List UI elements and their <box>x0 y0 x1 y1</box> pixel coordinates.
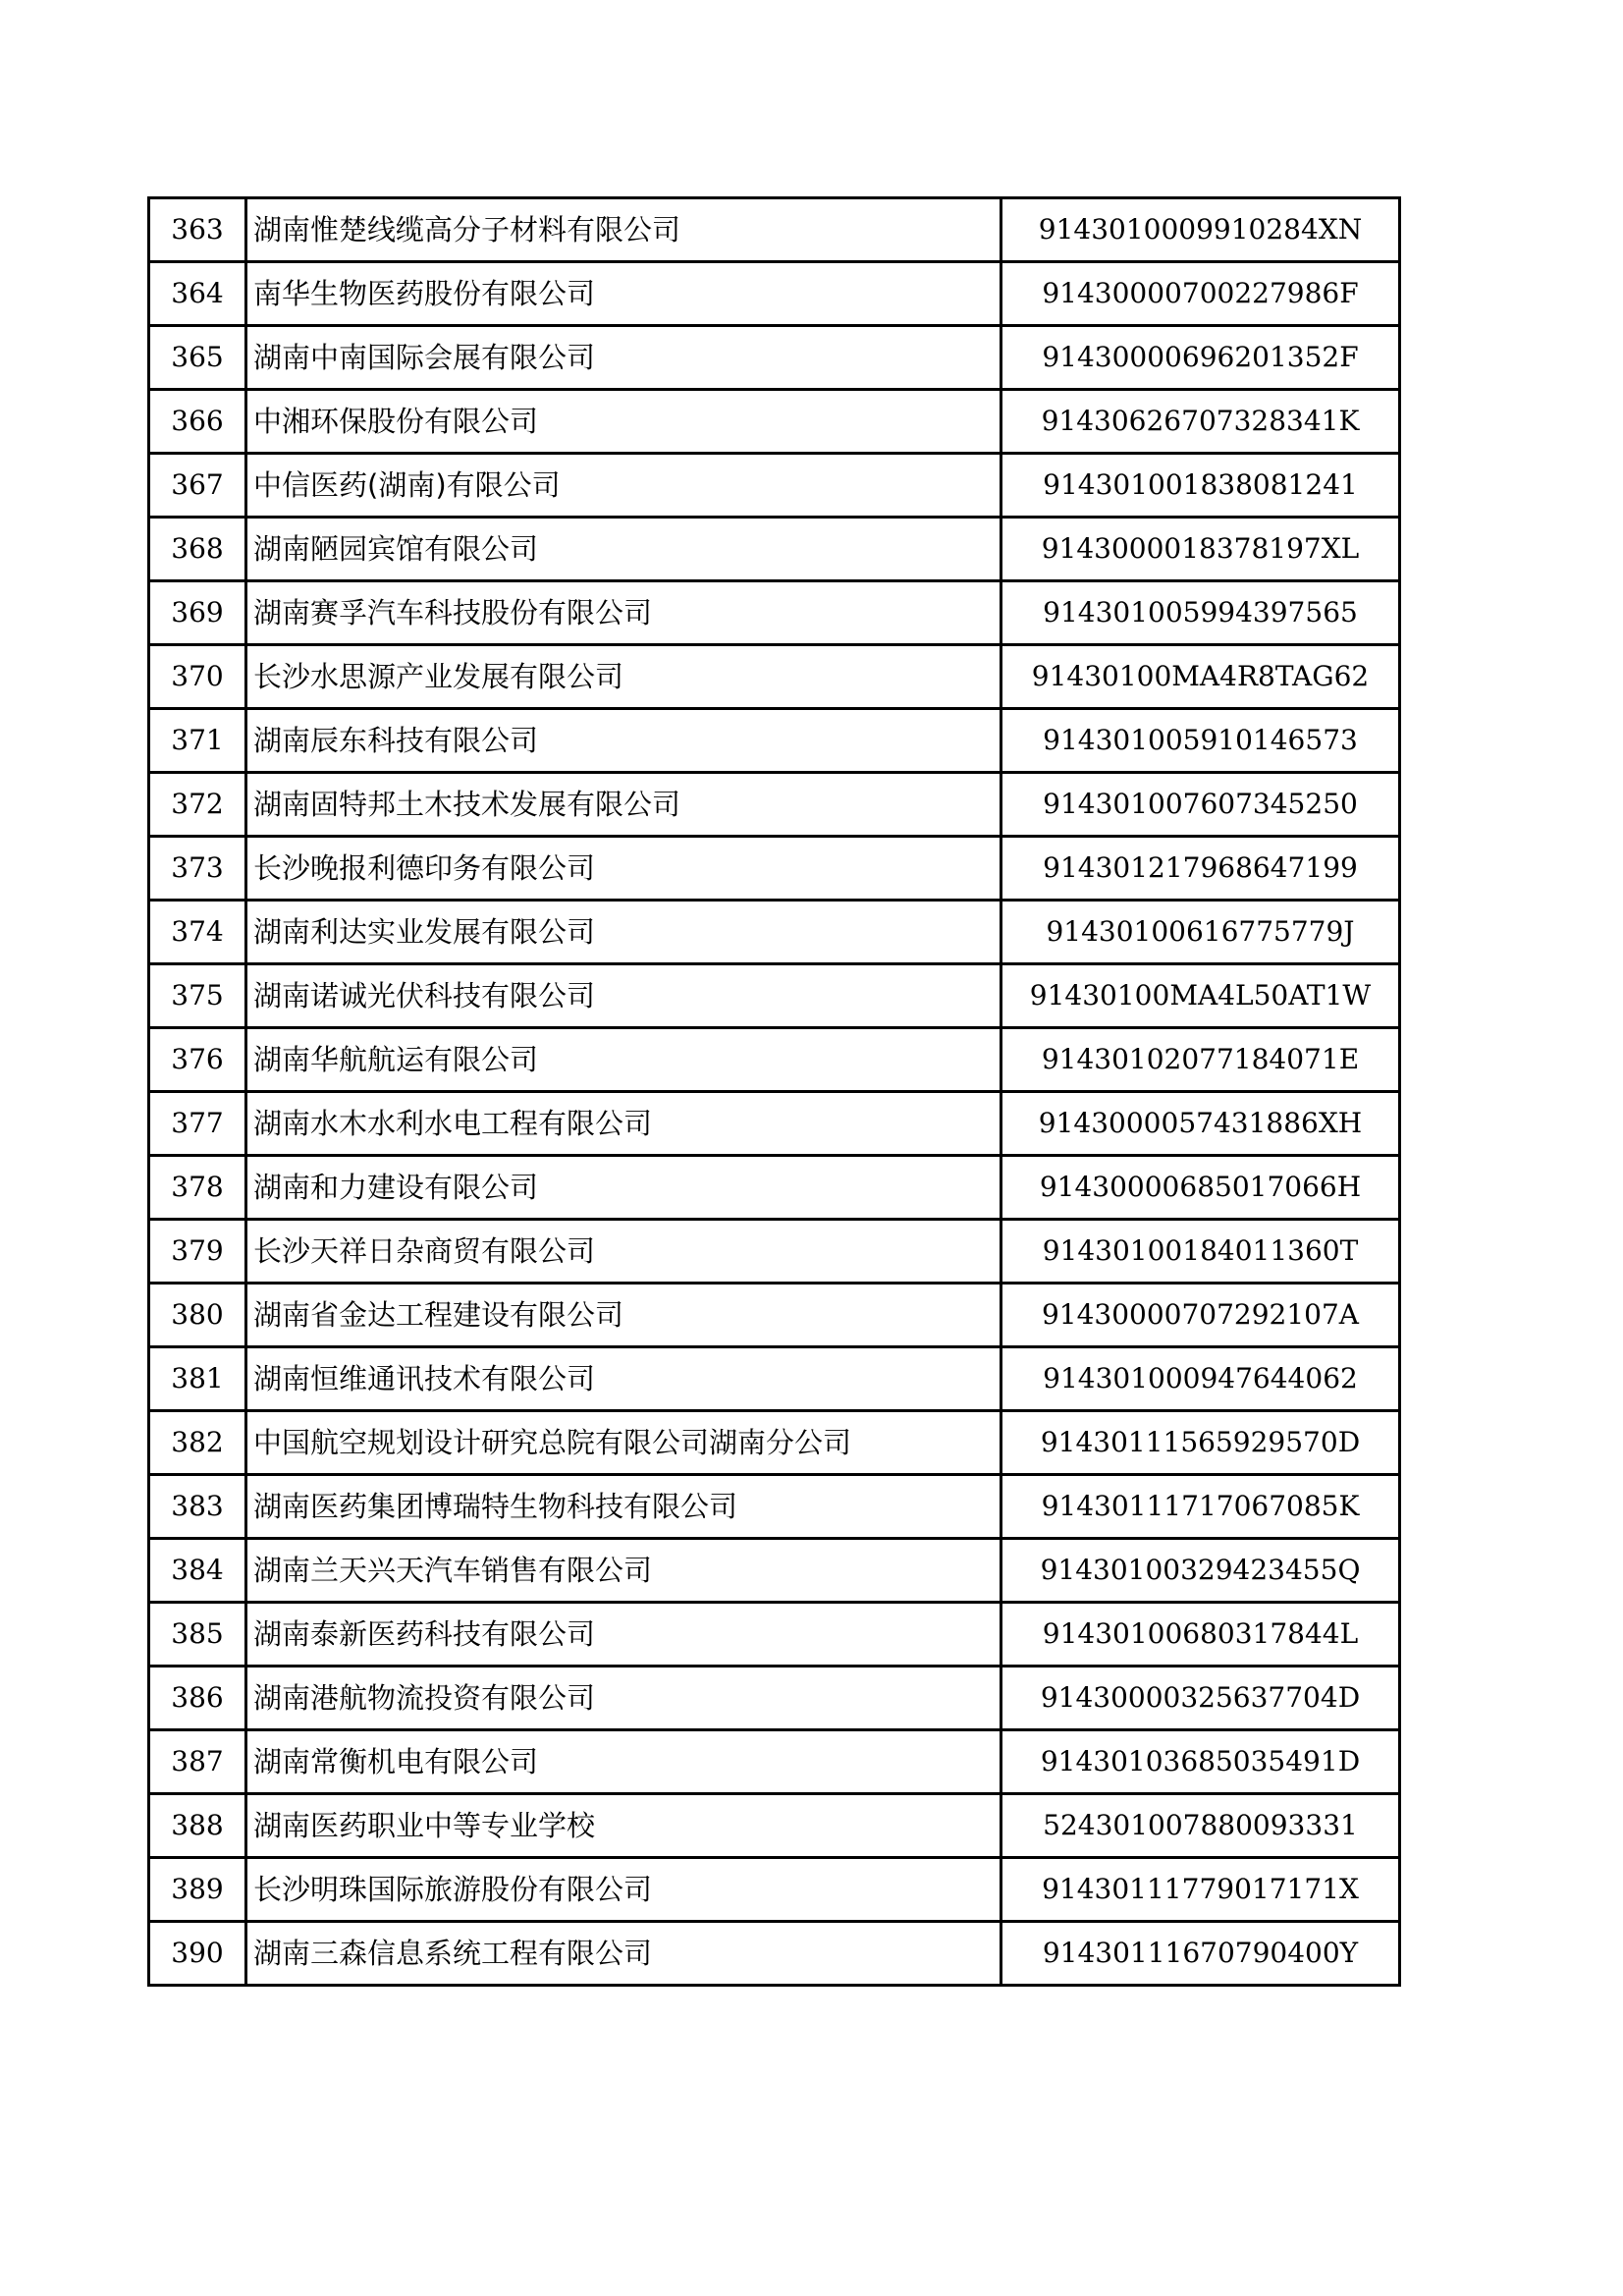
table-row <box>149 581 1400 645</box>
credit-code: 91430000696201352F <box>1001 326 1400 390</box>
credit-code: 91430100MA4R8TAG62 <box>1001 645 1400 709</box>
company-name: 中国航空规划设计研究总院有限公司湖南分公司 <box>246 1411 1001 1475</box>
credit-code: 914301000947644062 <box>1001 1347 1400 1411</box>
row-number: 378 <box>149 1156 246 1220</box>
credit-code: 9143000057431886XH <box>1001 1092 1400 1156</box>
table-row <box>149 964 1400 1028</box>
table-row <box>149 326 1400 390</box>
row-number: 371 <box>149 709 246 773</box>
table-row <box>149 1156 1400 1220</box>
row-number: 363 <box>149 198 246 262</box>
table-row <box>149 901 1400 964</box>
credit-code: 91430100329423455Q <box>1001 1539 1400 1603</box>
row-number: 385 <box>149 1603 246 1667</box>
table-row <box>149 1475 1400 1539</box>
credit-code: 914301217968647199 <box>1001 837 1400 901</box>
company-name: 湖南惟楚线缆高分子材料有限公司 <box>246 198 1001 262</box>
company-name: 湖南和力建设有限公司 <box>246 1156 1001 1220</box>
credit-code: 9143010009910284XN <box>1001 198 1400 262</box>
table-row <box>149 390 1400 454</box>
row-number: 387 <box>149 1730 246 1794</box>
table-row <box>149 1284 1400 1347</box>
table-row <box>149 1347 1400 1411</box>
credit-code: 91430000707292107A <box>1001 1284 1400 1347</box>
credit-code: 91430102077184071E <box>1001 1028 1400 1092</box>
row-number: 383 <box>149 1475 246 1539</box>
credit-code: 91430100616775779J <box>1001 901 1400 964</box>
credit-code: 914301005994397565 <box>1001 581 1400 645</box>
row-number: 389 <box>149 1858 246 1922</box>
table-row <box>149 454 1400 518</box>
row-number: 381 <box>149 1347 246 1411</box>
credit-code: 91430111565929570D <box>1001 1411 1400 1475</box>
company-name: 湖南兰天兴天汽车销售有限公司 <box>246 1539 1001 1603</box>
company-name: 湖南港航物流投资有限公司 <box>246 1667 1001 1730</box>
row-number: 375 <box>149 964 246 1028</box>
company-list-body <box>149 198 1400 1986</box>
company-name: 湖南三森信息系统工程有限公司 <box>246 1922 1001 1986</box>
row-number: 372 <box>149 773 246 837</box>
row-number: 386 <box>149 1667 246 1730</box>
credit-code: 91430111717067085K <box>1001 1475 1400 1539</box>
credit-code: 91430111779017171X <box>1001 1858 1400 1922</box>
company-name: 湖南固特邦土木技术发展有限公司 <box>246 773 1001 837</box>
credit-code: 91430111670790400Y <box>1001 1922 1400 1986</box>
company-name: 湖南辰东科技有限公司 <box>246 709 1001 773</box>
company-name: 湖南泰新医药科技有限公司 <box>246 1603 1001 1667</box>
company-name: 湖南医药职业中等专业学校 <box>246 1794 1001 1858</box>
credit-code: 91430100184011360T <box>1001 1220 1400 1284</box>
company-name: 湖南医药集团博瑞特生物科技有限公司 <box>246 1475 1001 1539</box>
credit-code: 91430100MA4L50AT1W <box>1001 964 1400 1028</box>
credit-code: 91430100680317844L <box>1001 1603 1400 1667</box>
credit-code: 91430626707328341K <box>1001 390 1400 454</box>
company-name: 湖南赛孚汽车科技股份有限公司 <box>246 581 1001 645</box>
company-name: 湖南诺诚光伏科技有限公司 <box>246 964 1001 1028</box>
company-name: 长沙水思源产业发展有限公司 <box>246 645 1001 709</box>
credit-code: 914301005910146573 <box>1001 709 1400 773</box>
company-name: 长沙天祥日杂商贸有限公司 <box>246 1220 1001 1284</box>
row-number: 379 <box>149 1220 246 1284</box>
row-number: 377 <box>149 1092 246 1156</box>
company-name: 湖南恒维通讯技术有限公司 <box>246 1347 1001 1411</box>
table-row <box>149 1858 1400 1922</box>
credit-code: 914301007607345250 <box>1001 773 1400 837</box>
company-list-table <box>147 196 1401 1987</box>
table-row <box>149 773 1400 837</box>
credit-code: 91430000700227986F <box>1001 262 1400 326</box>
table-row <box>149 1028 1400 1092</box>
company-name: 湖南华航航运有限公司 <box>246 1028 1001 1092</box>
row-number: 365 <box>149 326 246 390</box>
row-number: 380 <box>149 1284 246 1347</box>
table-row <box>149 645 1400 709</box>
row-number: 366 <box>149 390 246 454</box>
company-list-table-wrapper <box>147 196 1401 1987</box>
table-row <box>149 1603 1400 1667</box>
company-name: 中湘环保股份有限公司 <box>246 390 1001 454</box>
company-name: 湖南中南国际会展有限公司 <box>246 326 1001 390</box>
credit-code: 914301001838081241 <box>1001 454 1400 518</box>
credit-code: 91430000685017066H <box>1001 1156 1400 1220</box>
table-row <box>149 198 1400 262</box>
company-name: 长沙明珠国际旅游股份有限公司 <box>246 1858 1001 1922</box>
table-row <box>149 1411 1400 1475</box>
row-number: 384 <box>149 1539 246 1603</box>
table-row <box>149 837 1400 901</box>
row-number: 390 <box>149 1922 246 1986</box>
row-number: 376 <box>149 1028 246 1092</box>
table-row <box>149 1667 1400 1730</box>
table-row <box>149 1539 1400 1603</box>
company-name: 湖南水木水利水电工程有限公司 <box>246 1092 1001 1156</box>
row-number: 382 <box>149 1411 246 1475</box>
table-row <box>149 1922 1400 1986</box>
company-name: 湖南常衡机电有限公司 <box>246 1730 1001 1794</box>
table-row <box>149 1794 1400 1858</box>
credit-code: 524301007880093331 <box>1001 1794 1400 1858</box>
row-number: 364 <box>149 262 246 326</box>
company-name: 湖南陋园宾馆有限公司 <box>246 518 1001 581</box>
row-number: 370 <box>149 645 246 709</box>
row-number: 388 <box>149 1794 246 1858</box>
company-name: 湖南省金达工程建设有限公司 <box>246 1284 1001 1347</box>
row-number: 369 <box>149 581 246 645</box>
credit-code: 9143000018378197XL <box>1001 518 1400 581</box>
row-number: 367 <box>149 454 246 518</box>
table-row <box>149 262 1400 326</box>
credit-code: 91430000325637704D <box>1001 1667 1400 1730</box>
credit-code: 91430103685035491D <box>1001 1730 1400 1794</box>
company-name: 中信医药(湖南)有限公司 <box>246 454 1001 518</box>
table-row <box>149 1220 1400 1284</box>
company-name: 长沙晚报利德印务有限公司 <box>246 837 1001 901</box>
row-number: 374 <box>149 901 246 964</box>
table-row <box>149 1730 1400 1794</box>
company-name: 南华生物医药股份有限公司 <box>246 262 1001 326</box>
row-number: 368 <box>149 518 246 581</box>
table-row <box>149 518 1400 581</box>
table-row <box>149 1092 1400 1156</box>
table-row <box>149 709 1400 773</box>
company-name: 湖南利达实业发展有限公司 <box>246 901 1001 964</box>
row-number: 373 <box>149 837 246 901</box>
